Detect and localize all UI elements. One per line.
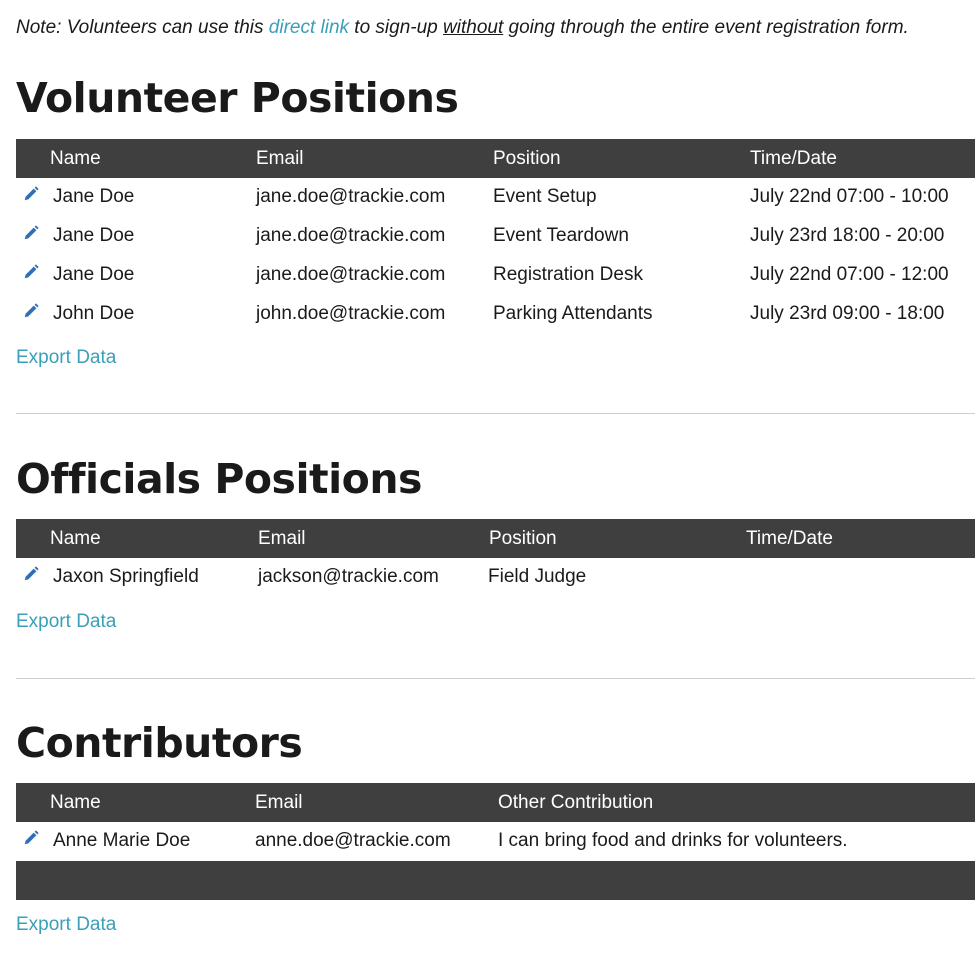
contributors-table-footer <box>16 861 975 900</box>
contributors-table-header <box>16 783 975 822</box>
row-time: July 23rd 09:00 - 18:00 <box>750 303 945 324</box>
row-name: Anne Marie Doe <box>53 830 191 851</box>
row-time: July 22nd 07:00 - 12:00 <box>750 264 949 285</box>
row-email: jackson@trackie.com <box>258 566 439 587</box>
direct-link-note <box>16 17 909 39</box>
col-email-header: Email <box>255 792 303 813</box>
pencil-icon[interactable] <box>22 185 40 203</box>
volunteer-table <box>16 139 975 334</box>
table-row <box>16 217 975 256</box>
row-time: July 23rd 18:00 - 20:00 <box>750 225 945 246</box>
row-email: jane.doe@trackie.com <box>256 264 446 285</box>
row-email: anne.doe@trackie.com <box>255 830 451 851</box>
col-email-header: Email <box>256 148 304 169</box>
col-name-header: Name <box>50 528 101 549</box>
row-email: jane.doe@trackie.com <box>256 225 446 246</box>
contributors-export-data-link[interactable]: Export Data <box>16 914 117 935</box>
table-row <box>16 558 975 597</box>
row-position: Registration Desk <box>493 264 643 285</box>
pencil-icon[interactable] <box>22 565 40 583</box>
row-time: July 22nd 07:00 - 10:00 <box>750 186 949 207</box>
row-email: john.doe@trackie.com <box>256 303 446 324</box>
row-contribution: I can bring food and drinks for volunteers. <box>498 830 848 851</box>
row-name: Jaxon Springfield <box>53 566 199 587</box>
contributors-section-title: Contributors <box>16 719 303 767</box>
col-name-header: Name <box>50 792 101 813</box>
row-name: Jane Doe <box>53 264 135 285</box>
row-position: Parking Attendants <box>493 303 653 324</box>
col-contribution-header: Other Contribution <box>498 792 654 813</box>
section-divider <box>16 678 975 679</box>
pencil-icon[interactable] <box>22 302 40 320</box>
row-name: Jane Doe <box>53 186 135 207</box>
pencil-icon[interactable] <box>22 829 40 847</box>
row-position: Event Setup <box>493 186 597 207</box>
table-row <box>16 178 975 217</box>
note-suffix: going through the entire event registration form. <box>503 17 909 38</box>
volunteer-export-data-link[interactable]: Export Data <box>16 347 117 368</box>
contributors-table <box>16 783 975 900</box>
row-position: Event Teardown <box>493 225 629 246</box>
note-prefix: Note: Volunteers can use this <box>16 17 269 38</box>
row-email: jane.doe@trackie.com <box>256 186 446 207</box>
note-underlined: without <box>443 17 504 38</box>
pencil-icon[interactable] <box>22 224 40 242</box>
col-position-header: Position <box>489 528 557 549</box>
col-time-header: Time/Date <box>750 148 837 169</box>
row-position: Field Judge <box>488 566 587 587</box>
volunteer-section-title: Volunteer Positions <box>16 74 459 122</box>
col-position-header: Position <box>493 148 561 169</box>
table-row <box>16 295 975 334</box>
col-name-header: Name <box>50 148 101 169</box>
section-divider <box>16 413 975 414</box>
officials-section-title: Officials Positions <box>16 455 422 503</box>
col-email-header: Email <box>258 528 306 549</box>
direct-link[interactable]: direct link <box>268 17 350 38</box>
officials-table <box>16 519 975 597</box>
pencil-icon[interactable] <box>22 263 40 281</box>
note-mid: to sign-up <box>349 17 444 38</box>
table-row <box>16 256 975 295</box>
row-name: Jane Doe <box>53 225 135 246</box>
volunteer-table-header <box>16 139 975 178</box>
table-row <box>16 822 975 861</box>
officials-export-data-link[interactable]: Export Data <box>16 611 117 632</box>
col-time-header: Time/Date <box>746 528 833 549</box>
row-name: John Doe <box>53 303 135 324</box>
officials-table-header <box>16 519 975 558</box>
